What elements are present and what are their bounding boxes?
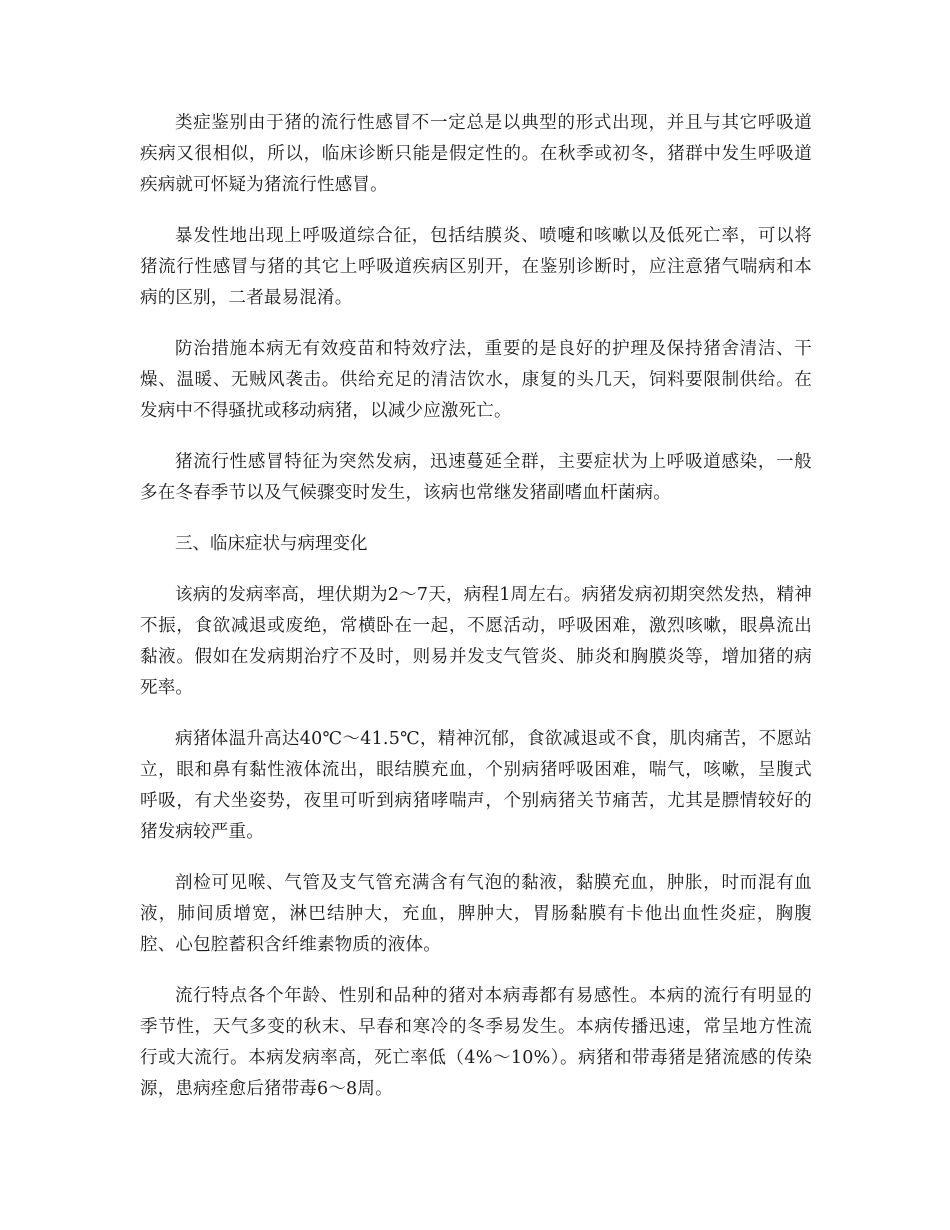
document-body (140, 108, 812, 1125)
section-heading-clinical: 三、临床症状与病理变化 (175, 534, 368, 554)
paragraph-characteristics: 猪流行性感冒特征为突然发病，迅速蔓延全群，主要症状为上呼吸道感染，一般多在冬春季节以及气候骤变时发生，该病也常继发猪副嗜血杆菌病。 (140, 452, 812, 503)
paragraph-outbreak-symptoms: 暴发性地出现上呼吸道综合征，包括结膜炎、喷嚏和咳嗽以及低死亡率，可以将猪流行性感冒与猪的其它上呼吸道疾病区别开，在鉴别诊断时，应注意猪气喘病和本病的区别，二者最易混淆。 (140, 226, 812, 308)
paragraph-prevention: 防治措施本病无有效疫苗和特效疗法，重要的是良好的护理及保持猪舍清洁、干燥、温暖、无贼风袭击。供给充足的清洁饮水，康复的头几天，饲料要限制供给。在发病中不得骚扰或移动病猪，以减少应激死亡。 (140, 339, 812, 421)
paragraph-incidence: 该病的发病率高，埋伏期为2～7天，病程1周左右。病猪发病初期突然发热，精神不振，食欲减退或废绝，常横卧在一起，不愿活动，呼吸困难，激烈咳嗽，眼鼻流出黏液。假如在发病期治疗不及时，则易并发支气管炎、肺炎和胸膜炎等，增加猪的病死率。 (140, 585, 812, 698)
paragraph-differential-diagnosis: 类症鉴别由于猪的流行性感冒不一定总是以典型的形式出现，并且与其它呼吸道疾病又很相似，所以，临床诊断只能是假定性的。在秋季或初冬，猪群中发生呼吸道疾病就可怀疑为猪流行性感冒。 (140, 113, 812, 195)
paragraph-body-temperature: 病猪体温升高达40℃～41.5℃，精神沉郁，食欲减退或不食，肌肉痛苦，不愿站立，眼和鼻有黏性液体流出，眼结膜充血，个别病猪呼吸困难，喘气，咳嗽，呈腹式呼吸，有犬坐姿势，夜里可听到病猪哮喘声，个别病猪关节痛苦，尤其是膘情较好的猪发病较严重。 (140, 729, 812, 842)
paragraph-autopsy: 剖检可见喉、气管及支气管充满含有气泡的黏液，黏膜充血，肿胀，时而混有血液，肺间质增宽，淋巴结肿大，充血，脾肿大，胃肠黏膜有卡他出血性炎症，胸腹腔、心包腔蓄积含纤维素物质的液体。 (140, 873, 812, 955)
paragraph-epidemiology: 流行特点各个年龄、性别和品种的猪对本病毒都有易感性。本病的流行有明显的季节性，天气多变的秋末、早春和寒冷的冬季易发生。本病传播迅速，常呈地方性流行或大流行。本病发病率高，死亡率低（4%～10%）。病猪和带毒猪是猪流感的传染源，患病痊愈后猪带毒6～8周。 (140, 986, 812, 1099)
